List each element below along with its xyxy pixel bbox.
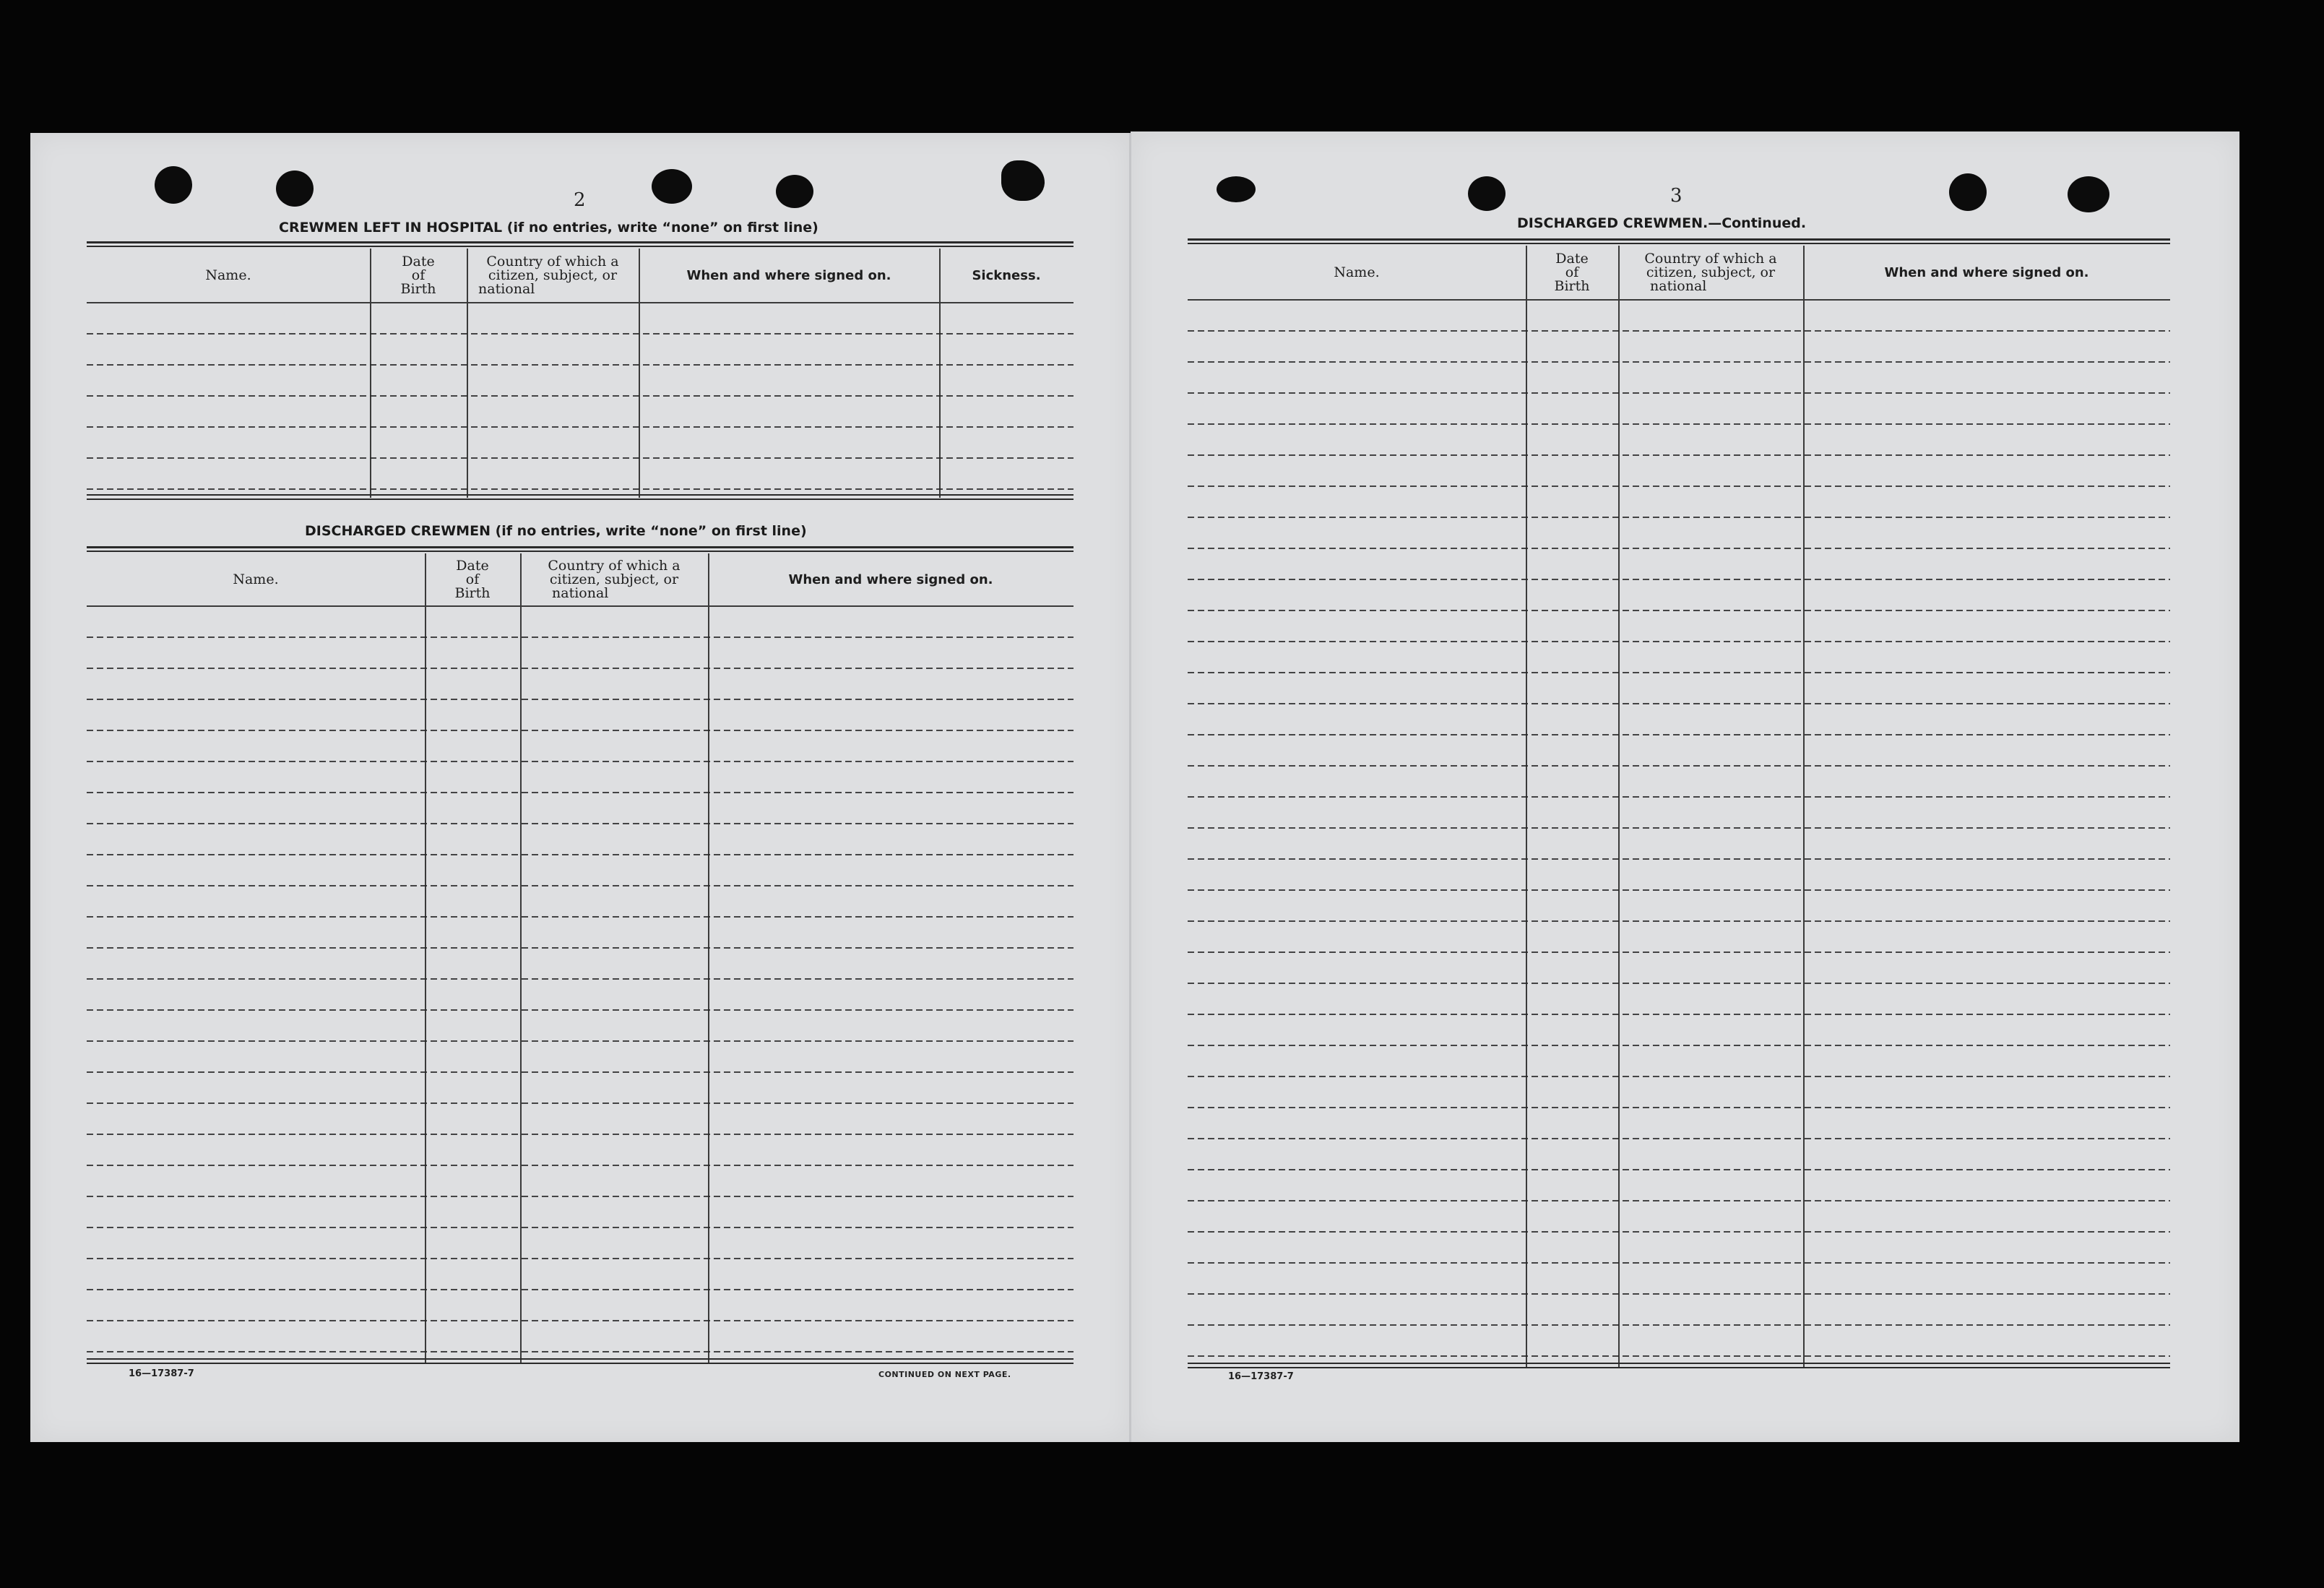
continued-note: CONTINUED ON NEXT PAGE. [878, 1370, 1011, 1379]
page-number: 2 [574, 189, 586, 211]
column-header-country [520, 555, 708, 604]
country-line: Country of which a [548, 557, 681, 574]
discharged-title-bold: DISCHARGED CREWMEN [305, 523, 491, 539]
punch-hole [1949, 173, 1987, 211]
column-header-name: Name. [233, 571, 279, 587]
hospital-title-note: (if no entries, write “none” on first line) [506, 220, 818, 236]
page-number: 3 [1670, 185, 1682, 207]
discharged-continued-entry-lines[interactable] [1188, 301, 2170, 1360]
column-header-signed-on: When and where signed on. [788, 571, 993, 587]
column-header-country [1618, 247, 1803, 298]
punch-hole [652, 169, 692, 204]
column-header-signed-on: When and where signed on. [1884, 264, 2089, 280]
punch-hole [155, 166, 192, 204]
dob-line: Date [1555, 250, 1589, 267]
country-line: national [478, 280, 535, 297]
form-number: 16—17387-7 [129, 1368, 194, 1379]
discharged-table-left [87, 546, 1074, 1364]
country-line: Country of which a [1644, 250, 1777, 267]
country-line: Country of which a [486, 253, 619, 269]
dob-line: Date [456, 557, 489, 574]
column-header-date-of-birth [1526, 247, 1618, 298]
dob-line: Date [402, 253, 435, 269]
discharged-continued-title [1517, 215, 1806, 231]
dob-line: Birth [454, 584, 491, 601]
hospital-section-title [279, 220, 818, 236]
discharged-table-right [1188, 238, 2170, 1368]
country-line: national [1650, 277, 1707, 294]
country-line: national [552, 584, 609, 601]
hospital-title-bold: CREWMEN LEFT IN HOSPITAL [279, 220, 503, 236]
dob-line: Birth [1554, 277, 1590, 294]
punch-hole [1468, 176, 1506, 211]
punch-hole [776, 175, 813, 208]
column-header-signed-on: When and where signed on. [686, 267, 891, 283]
column-header-country [467, 250, 639, 301]
dob-line: Birth [400, 280, 436, 297]
country-line: citizen, subject, or [488, 267, 618, 283]
hospital-entry-lines[interactable] [87, 303, 1074, 490]
form-number: 16—17387-7 [1228, 1371, 1294, 1382]
punch-hole [276, 171, 314, 207]
country-line: citizen, subject, or [1646, 264, 1776, 280]
dob-line: of [1565, 264, 1579, 280]
punch-hole [1217, 176, 1256, 202]
punch-hole [2068, 176, 2109, 212]
discharged-continued-title-rest: —Continued. [1708, 215, 1807, 231]
discharged-section-title [305, 523, 807, 539]
discharged-title-note: (if no entries, write “none” on first line) [495, 523, 807, 539]
hospital-table [87, 241, 1074, 500]
page-fold [1129, 133, 1131, 1442]
column-header-sickness: Sickness. [972, 267, 1041, 283]
column-header-date-of-birth [425, 555, 520, 604]
dob-line: of [465, 571, 480, 587]
discharged-entry-lines[interactable] [87, 607, 1074, 1355]
column-header-date-of-birth [370, 250, 467, 301]
discharged-continued-title-bold: DISCHARGED CREWMEN. [1517, 215, 1709, 231]
column-header-name: Name. [1334, 264, 1380, 280]
dob-line: of [411, 267, 426, 283]
country-line: citizen, subject, or [549, 571, 679, 587]
column-header-name: Name. [205, 267, 251, 283]
